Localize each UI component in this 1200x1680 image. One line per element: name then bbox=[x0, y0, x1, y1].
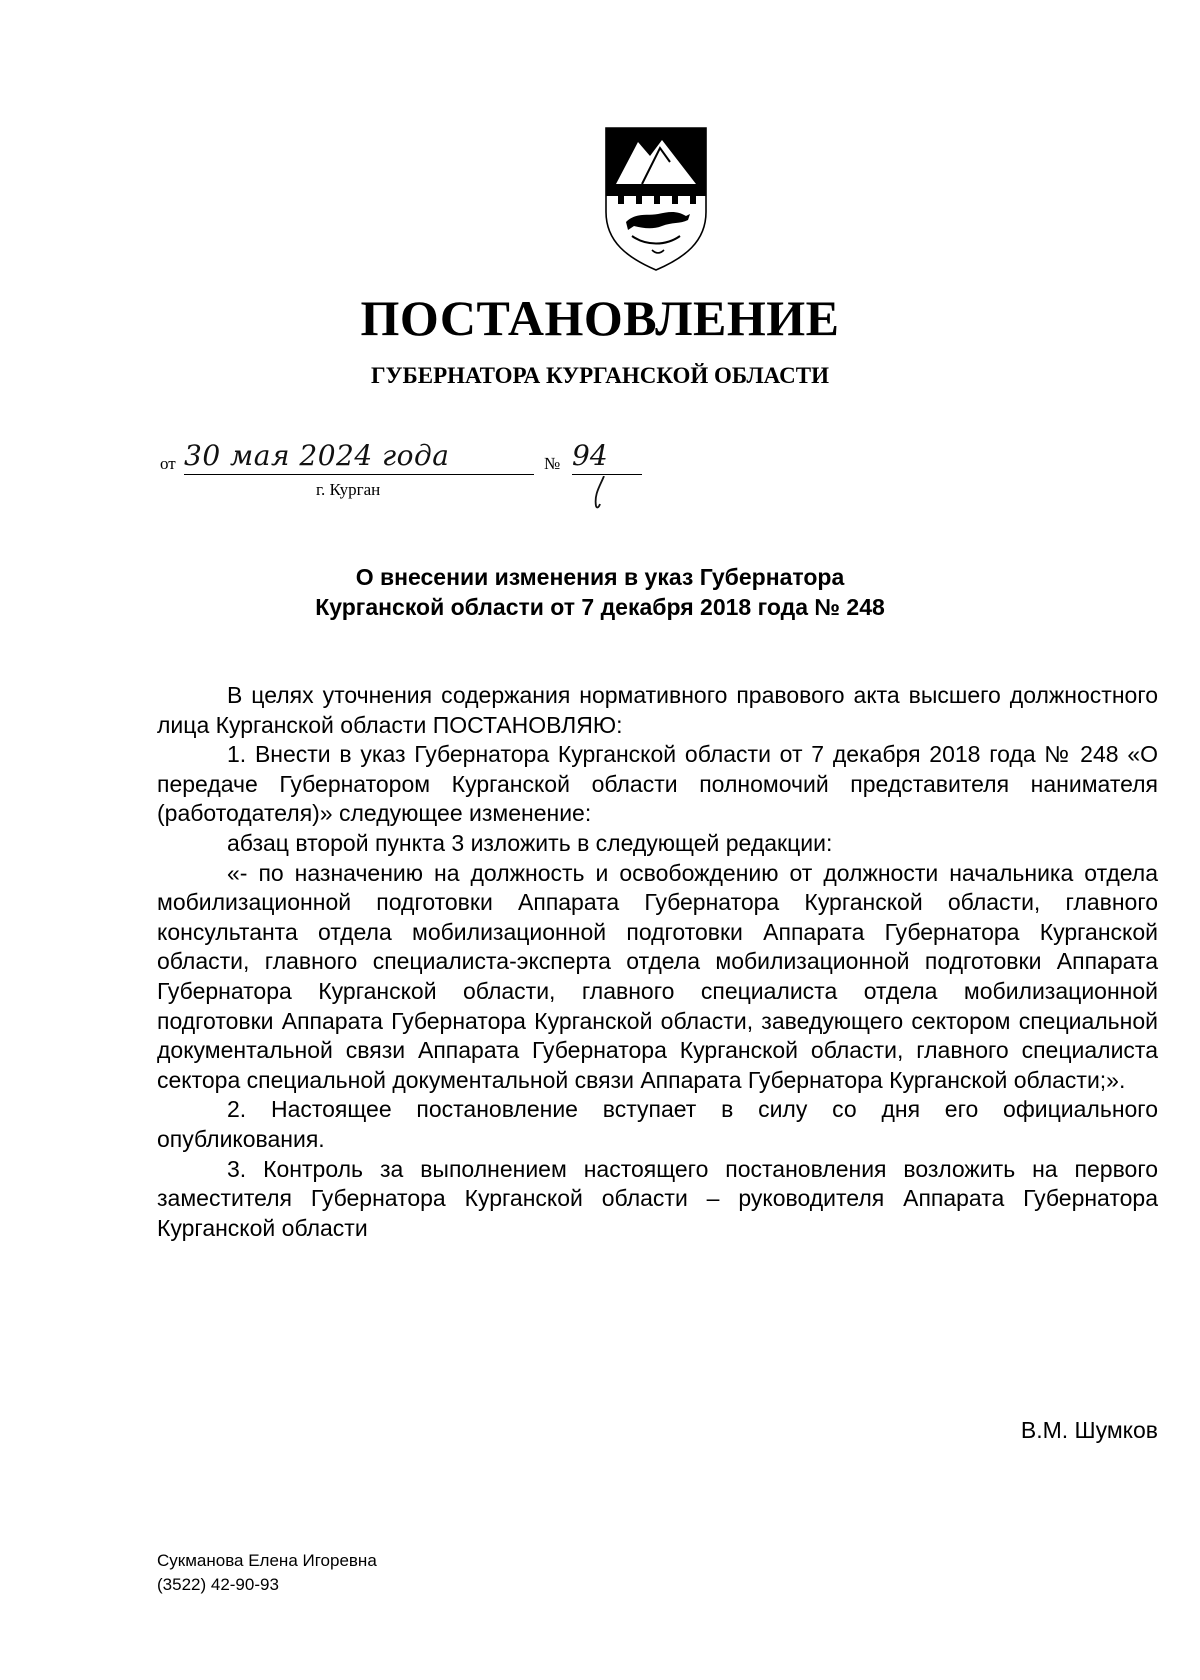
heading-line-2: Курганской области от 7 декабря 2018 года № 248 bbox=[315, 594, 885, 620]
date-prefix: от bbox=[160, 454, 176, 473]
executor-phone: (3522) 42-90-93 bbox=[157, 1575, 279, 1594]
paragraph-item-2: 2. Настоящее постановление вступает в силу со дня его официального опубликования. bbox=[157, 1096, 1158, 1152]
signatory-name: В.М. Шумков bbox=[1020, 1417, 1158, 1443]
pen-stroke-icon bbox=[590, 476, 610, 510]
paragraph-item-3: 3. Контроль за выполнением настоящего постановления возложить на первого заместителя Губернатора Курганской области – руководителя Аппарата Губернатора Курганской области bbox=[157, 1155, 1158, 1241]
document-body bbox=[157, 681, 1158, 1243]
city-label: г. Курган bbox=[316, 480, 381, 499]
heading-line-1: О внесении изменения в указ Губернатора bbox=[355, 564, 845, 590]
date-number-line bbox=[160, 440, 680, 510]
handwritten-number: 94 bbox=[572, 440, 642, 475]
handwritten-date: 30 мая 2024 года bbox=[184, 440, 534, 475]
paragraph-preamble: В целях уточнения содержания нормативного правового акта высшего должностного лица Курганской области ПОСТАНОВЛЯЮ: bbox=[157, 682, 1158, 738]
document-type-title: ПОСТАНОВЛЕНИЕ bbox=[360, 290, 840, 346]
document-heading bbox=[0, 562, 1200, 622]
executor-name: Сукманова Елена Игоревна bbox=[157, 1551, 377, 1570]
coat-of-arms-icon bbox=[602, 124, 710, 272]
issuer-subtitle: ГУБЕРНАТОРА КУРГАНСКОЙ ОБЛАСТИ bbox=[371, 363, 829, 388]
paragraph-item-1: 1. Внести в указ Губернатора Курганской области от 7 декабря 2018 года № 248 «О передаче Губернатором Курганской области полномочий представителя нанимателя (работодателя)» следующее изменение: bbox=[157, 741, 1158, 827]
number-label: № bbox=[544, 454, 561, 473]
paragraph-new-text: «- по назначению на должность и освобождению от должности начальника отдела мобилизационной подготовки Аппарата Губернатора Курганской области, главного консультанта отдела мобилизационной подготовки Аппарата Губернатора Курганской области, главного специалиста-эксперта отдела мобилизационной подготовки Аппарата Губернатора Курганской области, главного специалиста отдела мобилизационной подготовки Аппарата Губернатора Курганской области, заведующего сектором специальной документальной связи Аппарата Губернатора Курганской области, главного специалиста сектора специальной документальной связи Аппарата Губернатора Курганской области;». bbox=[157, 859, 1158, 1093]
paragraph-instruction: абзац второй пункта 3 изложить в следующей редакции: bbox=[227, 829, 833, 856]
executor-contact bbox=[157, 1549, 377, 1597]
